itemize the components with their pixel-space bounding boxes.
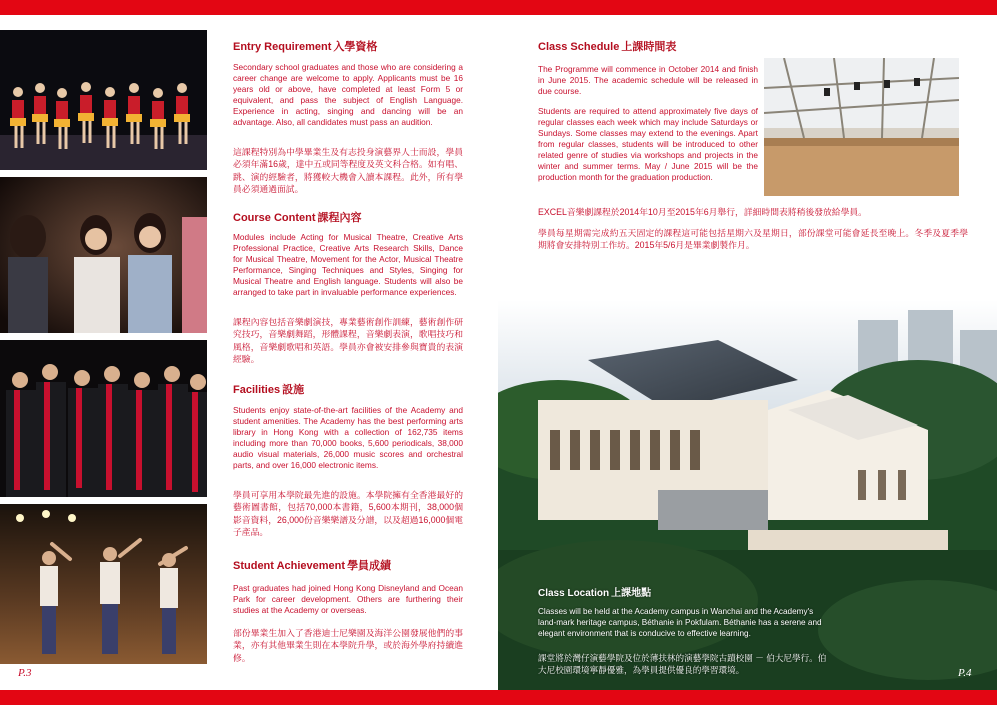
page-number-right: P.4	[958, 667, 972, 679]
course-content-heading	[233, 209, 362, 225]
bottom-red-bar	[0, 690, 997, 705]
theatre-studio-photo	[764, 58, 959, 196]
entry-title-en: Entry Requirement	[233, 41, 332, 53]
course-title-zh: 課程內容	[317, 212, 362, 224]
singing-performance-photo	[0, 177, 207, 333]
student-achievement-heading	[233, 557, 391, 573]
schedule-title-en: Class Schedule	[538, 41, 620, 53]
dance-rehearsal-photo	[0, 504, 207, 664]
choir-graduation-photo	[0, 340, 207, 497]
schedule-body-zh-1: EXCEL音樂劇課程於2014年10月至2015年6月舉行，詳細時間表將稍後發放給學員。	[538, 207, 867, 217]
achievement-body-zh: 部份畢業生加入了香港迪士尼樂園及海洋公園發展他們的事業，亦有其他畢業生則在本學院升學，或於海外學府持續進修。	[233, 628, 463, 663]
location-title-en: Class Location	[538, 588, 610, 599]
course-title-en: Course Content	[233, 212, 316, 224]
entry-title-zh: 入學資格	[333, 41, 378, 53]
schedule-body-en-2: Students are required to attend approximately five days of regular classes each week which may include Saturdays or Sundays. Some classes may extend to the evenings. Apart from regular classes, students will be introduced to other related genre of studies via workshops and projects in the winter and summer terms. May / June 2015 will be the production month for the graduation production.	[538, 106, 758, 182]
achievement-title-zh: 學員成績	[347, 560, 392, 572]
entry-requirement-heading	[233, 38, 377, 54]
class-location-heading	[538, 584, 651, 599]
schedule-title-zh: 上課時間表	[621, 41, 677, 53]
achievement-body-en: Past graduates had joined Hong Kong Disneyland and Ocean Park for career development. Others are furthering their studies at the Academy or overseas.	[233, 583, 463, 615]
facilities-title-zh: 設施	[282, 384, 305, 396]
course-body-zh: 課程內容包括音樂劇演技，專業藝術創作訓練，藝術創作研究技巧，音樂劇舞蹈，形體課程，音樂劇表演，歌唱技巧和風格，音樂劇歌唱和英語。學員亦會被安排參與寶貴的表演經驗。	[233, 317, 463, 365]
page-number-left: P.3	[18, 667, 32, 679]
location-title-zh: 上課地點	[611, 588, 652, 599]
top-red-bar	[0, 0, 997, 15]
location-body-zh: 課堂將於灣仔演藝學院及位於薄扶林的演藝學院古蹟校園 － 伯大尼學行。伯大尼校園環境寧靜優雅，為學員提供優良的學習環境。	[538, 653, 827, 675]
class-schedule-heading	[538, 38, 676, 54]
course-body-en: Modules include Acting for Musical Theatre, Creative Arts Professional Practice, Creative Arts Research Skills, Dance for Musical Theatre, Movement for the Actor, Musical Theatre Performance, Singing Techniques and Styles, Singing for Musical Theatre and English language. Students will also be arranged to take part in invaluable performance experiences.	[233, 232, 463, 297]
schedule-body-zh-2: 學員每星期需完成約五天固定的課程這可能包括星期六及星期日，部份課堂可能會延長至晚上。冬季及夏季學期將會安排特別工作坊。2015年5/6月是畢業劇製作月。	[538, 228, 968, 251]
entry-body-zh: 這課程特別為中學畢業生及有志投身演藝界人士而設，學員必須年滿16歲，達中五或同等程度及英文科合格。如有唱、跳、演的經驗者，將獲較大機會入讀本課程。此外，所有學員必須通過面試。	[233, 147, 463, 195]
facilities-title-en: Facilities	[233, 384, 281, 396]
facilities-heading	[233, 381, 304, 397]
schedule-body-en-1: The Programme will commence in October 2014 and finish in June 2015. The academic schedule will be released in due course.	[538, 64, 758, 96]
facilities-body-zh: 學員可享用本學院最先進的設施。本學院擁有全香港最好的藝術圖書館，包括70,000本書籍，5,600本期刊，38,000個影音資料，26,000份音樂樂譜及分譜，以及超過16,000個電子產品。	[233, 490, 463, 538]
facilities-body-en: Students enjoy state-of-the-art facilities of the Academy and student amenities. The Academy has the best performing arts library in Hong Kong with a collection of 162,735 items including more than 70,000 books, 5,600 periodicals, 38,000 audio visual materials, 26,000 music scores and orchestral parts, and over 16,000 electronic items.	[233, 405, 463, 470]
entry-body-en: Secondary school graduates and those who are considering a career change are welcome to apply. Applicants must be 16 years old or above, have completed at least Form 5 or equivalent, and pass the subject of English Language. Experience in acting, singing and dancing will be an advantage. Also, all candidates must pass an audition.	[233, 62, 463, 127]
achievement-title-en: Student Achievement	[233, 560, 346, 572]
dance-performance-photo	[0, 30, 207, 170]
location-body-en: Classes will be held at the Academy campus in Wanchai and the Academy's land-mark heritage campus, Béthanie in Pokfulam. Béthanie has a serene and elegant environment that is conducive to effective learning.	[538, 607, 822, 638]
